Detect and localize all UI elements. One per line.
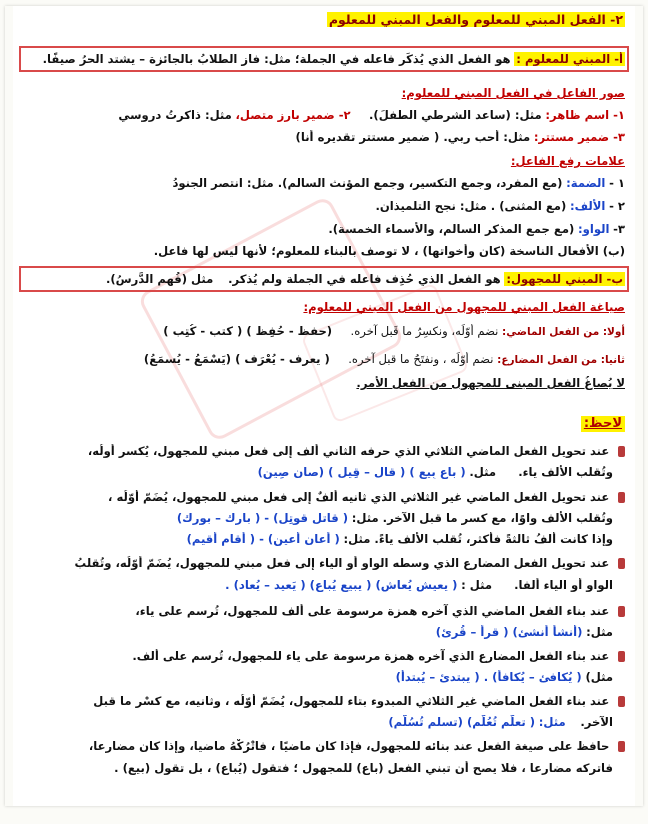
bullet-icon [618, 492, 625, 503]
known-label: أ- المبني للمعلوم : [516, 52, 623, 66]
raf-line-4 [23, 244, 625, 258]
notes-title-row [23, 416, 625, 432]
note-1-examples: ( باع بِيع ) ( قال – قِيل ) (صان صِين) [257, 465, 466, 479]
note-7-line-a [23, 739, 625, 753]
raf-3-num: ٣- [613, 222, 625, 236]
known-definition-row [23, 52, 625, 66]
note-3-b: الواو أو الياء ألفا. [514, 578, 613, 592]
subject-form-2-text: مثل: ذاكرتُ دروسي [118, 108, 232, 122]
raf-title: علامات رفع الفاعل: [510, 154, 625, 168]
passive-example: مثل (فُهِم الدَّرسُ). [105, 272, 214, 286]
note-6-example-label: مثل: [538, 715, 566, 729]
raf-title-row [23, 154, 625, 168]
subject-form-1-label: ١- اسم ظاهر: [545, 108, 625, 122]
subject-form-2-label: ٢- ضمير بارز متصل، [235, 108, 351, 122]
imperative-note: لا يُصاغُ الفعل المبنى للمجهول من الفعل الأمر. [356, 376, 625, 390]
note-5-line-b [23, 670, 613, 684]
bullet-icon [618, 741, 625, 752]
note-1-line-b [23, 465, 613, 479]
raf-2-mark: الألف: [569, 199, 606, 213]
notes-title: لاحظ: [581, 416, 625, 432]
bullet-icon [618, 696, 625, 707]
raf-line-1 [23, 176, 625, 190]
note-2-examples-b: ( قاتل قوتِل) - ( بارك – بورِك) [176, 511, 349, 525]
note-2-line-c [23, 532, 613, 546]
raf-line-3 [23, 222, 625, 236]
raf-4-text: (ب) الأفعال الناسخة (كان وأخواتها) ، لا توصف بالبناء للمعلوم؛ لأنها ليس لها فاعل. [153, 244, 625, 258]
note-3-example-label: مثل : [461, 578, 493, 592]
note-3-line-b [23, 578, 613, 592]
bullet-icon [618, 651, 625, 662]
present-label: ثانيا: من الفعل المضارع: [497, 354, 625, 366]
subject-form-1-text: مثل: (ساعد الشرطي الطفلَ). [369, 108, 542, 122]
subject-forms-row1 [23, 108, 625, 122]
raf-2-num: ٢ - [609, 199, 625, 213]
note-3-examples: ( يعيش يُعاش) ( يبيع يُباع) ( يَعيد – يُعاد) . [225, 578, 458, 592]
note-1-a: عند تحويل الفعل الماضي الثلاثي الذي حرفه الثاني ألف إلى فعل مبني للمجهول، يُكسر أولُه، [87, 444, 610, 458]
past-examples: (حفظ - حُفِظ ) ( كتب - كُتِب ) [163, 324, 333, 338]
present-examples: ( يعرف - يُعْرَف ) (يَسْمَعُ - يُسمَعُ) [143, 352, 330, 366]
note-5-b: مثل) [585, 670, 613, 684]
past-label: أولا: من الفعل الماضي: [502, 326, 625, 338]
note-6-b: الآخر. [580, 715, 613, 729]
bullet-icon [618, 558, 625, 569]
bullet-icon [618, 606, 625, 617]
note-1-line-a [23, 444, 625, 458]
note-4-examples: (أنشأ أُنشئ) ( قرأ – قُرِئ) [435, 625, 583, 639]
note-3-a: عند تحويل الفعل المضارع الذي وسطه الواو أو الياء إلى فعل مبني للمجهول، يُضَمّ أوّلُه، وتُقلبُ [74, 556, 610, 570]
note-6-examples: ( تعلّم تُعُلّم) (تسلم تُسُلّم) [388, 715, 536, 729]
subject-form-3-label: ٣- ضمير مستتر: [533, 130, 625, 144]
subject-forms-title: صور الفاعل في الفعل المبني للمعلوم: [401, 86, 625, 100]
note-4-line-b [23, 625, 613, 639]
section-title-row [23, 12, 625, 28]
passive-label: ب- المبني للمجهول: [506, 272, 623, 286]
raf-1-num: ١ - [609, 176, 625, 190]
note-4-a: عند بناء الفعل الماضي الذي آخره همزة مرسومة على ألف للمجهول، تُرسم على ياء، [135, 604, 610, 618]
imperative-note-row [23, 376, 625, 390]
passive-definition: هو الفعل الذي حُذِف فاعله في الجملة ولم يُذكر. [228, 272, 501, 286]
passive-form-title: صياغة الفعل المبني للمجهول من الفعل المبني للمعلوم: [303, 300, 625, 314]
document-page [13, 6, 635, 806]
note-2-line-a [23, 490, 625, 504]
note-2-examples-c: ( أعان أُعين) - ( أقام أُقيم) [186, 532, 340, 546]
note-1-b: وتُقلب الألف ياء. [518, 465, 613, 479]
raf-3-text: (مع جمع المذكر السالم، والأسماء الخمسة). [328, 222, 575, 236]
bullet-icon [618, 446, 625, 457]
note-2-line-b [23, 511, 613, 525]
raf-1-mark: الضمة: [566, 176, 606, 190]
passive-form-title-row [23, 300, 625, 314]
past-rule-row [23, 324, 625, 339]
note-4-b: مثل: [586, 625, 613, 639]
known-definition: هو الفعل الذي يُذكَر فاعله في الجملة؛ مثل: فاز الطلابُ بالجائزة – يشتد الحرُ صيفًا. [42, 52, 511, 66]
raf-1-text: (مع المفرد، وجمع التكسير، وجمع المؤنث السالم). مثل: انتصر الجنودُ [172, 176, 563, 190]
note-6-a: عند بناء الفعل الماضي غير الثلاثي المبدوء بتاء للمجهول، يُضَمّ أوّلُه ، وثانيه، مع كسْر ما قبل [93, 694, 610, 708]
raf-line-2 [23, 199, 625, 213]
subject-forms-title-row [23, 86, 625, 100]
note-5-examples: ( يُكافئ – يُكافأ) . ( يبتدئ – يُبتدأ) [395, 670, 582, 684]
note-3-line-a [23, 556, 625, 570]
note-2-a: عند تحويل الفعل الماضي غير الثلاثي الذي ثانيه ألفٌ إلى فعل مبني للمجهول، يُضَمّ أوّلُه ، [108, 490, 610, 504]
subject-form-3-text: مثل: أحب ربي. ( ضمير مستتر تقديره أنا) [295, 130, 531, 144]
note-4-line-a [23, 604, 625, 618]
section-title: ٢- الفعل المبني للمعلوم والفعل المبني للمعلوم [328, 12, 623, 27]
present-rule: نضم أوّلَه ، ونفتَحُ ما قبل آخره. [348, 352, 494, 366]
passive-definition-row [23, 272, 625, 286]
subject-forms-row2 [23, 130, 625, 144]
note-7-line-b [23, 761, 613, 775]
note-6-line-b [23, 715, 613, 729]
present-rule-row [23, 352, 625, 367]
note-5-line-a [23, 649, 625, 663]
past-rule: نضم أوّلَه، ونكسِرُ ما قَبل آخره. [350, 324, 499, 338]
note-7-b: فاتركه مضارعا ، فلا يصح أن تبني الفعل (باع) للمجهول ؛ فتقول (يُباع) ، بل تقول (بيع) . [114, 761, 613, 775]
raf-3-mark: الواو: [578, 222, 610, 236]
note-7-a: حافظ على صيغة الفعل عند بنائه للمجهول، فإذا كان ماضيًا ، فاتْرُكْهُ ماضيا، وإذا كان مضارعا، [88, 739, 610, 753]
note-2-b: وتُقلب الألف واوًا، مع كسر ما قبل الآخر. مثل: [351, 511, 613, 525]
note-5-a: عند بناء الفعل المضارع الذي آخره همزة مرسومة على ياء للمجهول، تُرسم على ألف. [132, 649, 610, 663]
note-6-line-a [23, 694, 625, 708]
note-2-c: وإذا كانت ألفُ ثالثةً فأكثر، تُقلب الألف ياءً. مثل: [343, 532, 613, 546]
note-1-example-label: مثل. [469, 465, 497, 479]
raf-2-text: (مع المثنى) . مثل: نجح التلميذان. [375, 199, 567, 213]
